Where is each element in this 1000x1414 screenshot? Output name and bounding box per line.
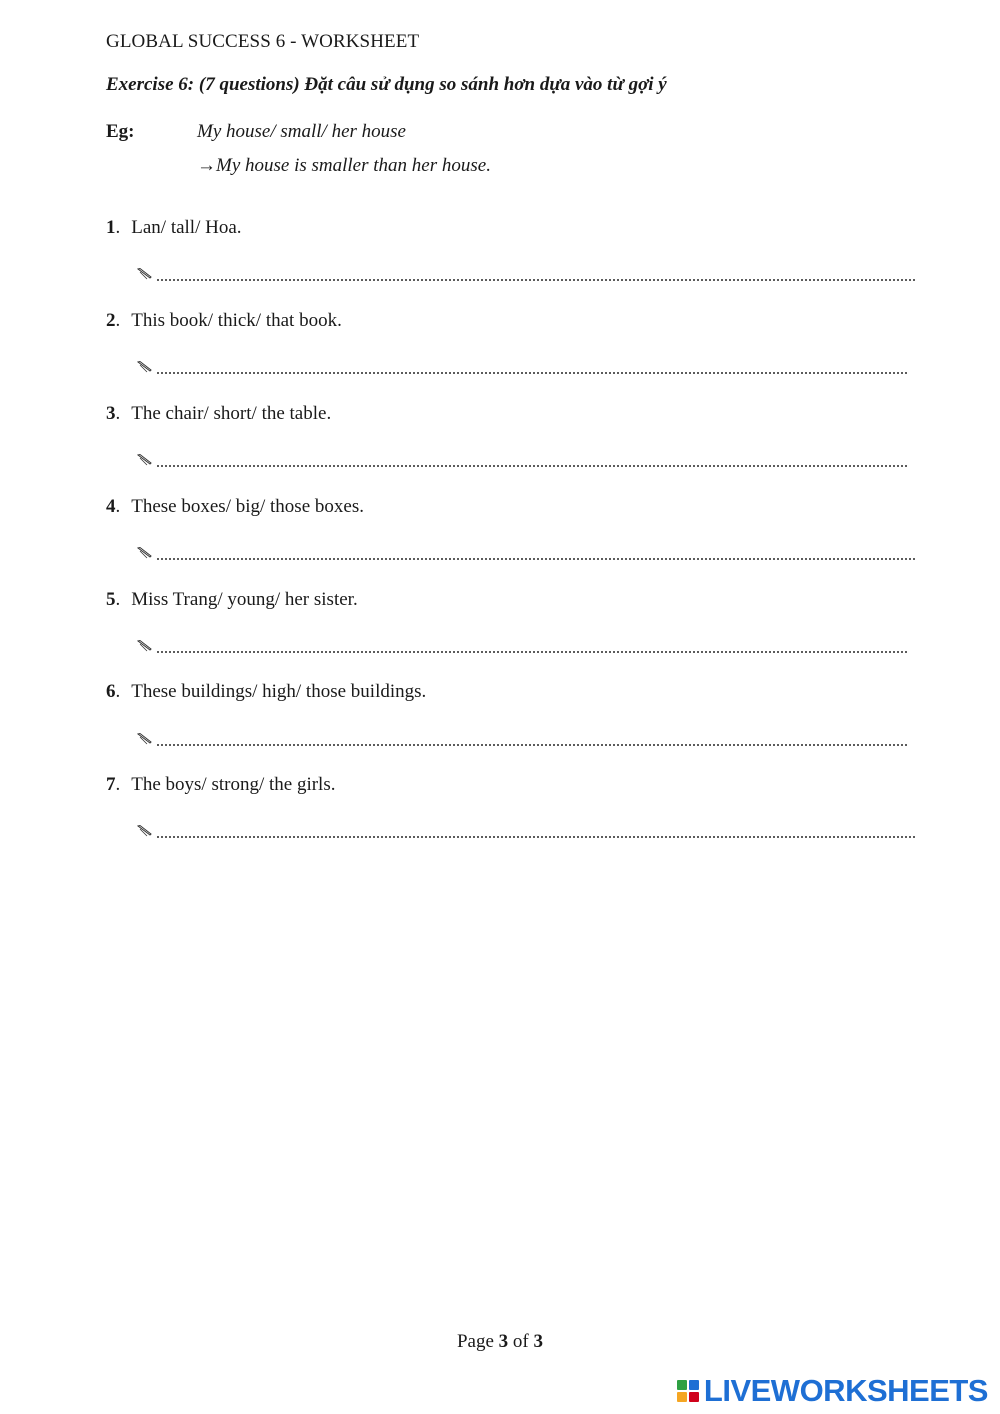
question-number: 4 xyxy=(106,496,116,517)
question-1: 1. Lan/ tall/ Hoa. xyxy=(106,217,242,238)
brand-name: LIVEWORKSHEETS xyxy=(703,1373,988,1408)
question-number: 3 xyxy=(106,403,116,424)
answer-line-2[interactable] xyxy=(137,358,909,378)
answer-line-3[interactable] xyxy=(137,451,909,471)
question-number: 1 xyxy=(106,217,116,238)
pencil-icon xyxy=(137,639,153,653)
answer-line-6[interactable] xyxy=(137,730,909,750)
pencil-icon xyxy=(137,546,153,560)
question-text: The boys/ strong/ the girls. xyxy=(131,774,336,795)
liveworksheets-brand[interactable] xyxy=(676,1373,988,1409)
question-number: 5 xyxy=(106,589,116,610)
page-footer xyxy=(0,1331,1000,1353)
worksheet-header: GLOBAL SUCCESS 6 - WORKSHEET xyxy=(106,31,420,52)
question-text: These boxes/ big/ those boxes. xyxy=(131,496,364,517)
pencil-icon xyxy=(137,732,153,746)
page-middle: of xyxy=(508,1331,534,1352)
question-text: Miss Trang/ young/ her sister. xyxy=(131,589,358,610)
page-current: 3 xyxy=(498,1331,509,1352)
answer-dots xyxy=(156,465,909,467)
question-4: 4. These boxes/ big/ those boxes. xyxy=(106,496,364,517)
question-7: 7. The boys/ strong/ the girls. xyxy=(106,774,336,795)
page-total: 3 xyxy=(533,1331,543,1352)
question-text: The chair/ short/ the table. xyxy=(131,403,332,424)
answer-line-7[interactable] xyxy=(137,822,915,842)
example-answer: →My house is smaller than her house. xyxy=(197,155,491,176)
pencil-icon xyxy=(137,824,153,838)
question-3: 3. The chair/ short/ the table. xyxy=(106,403,332,424)
answer-dots xyxy=(156,836,915,838)
pencil-icon xyxy=(137,360,153,374)
page-prefix: Page xyxy=(456,1331,499,1352)
exercise-title: Exercise 6: (7 questions) Đặt câu sử dụng so sánh hơn dựa vào từ gợi ý xyxy=(106,74,667,95)
question-5: 5. Miss Trang/ young/ her sister. xyxy=(106,589,358,610)
liveworksheets-logo-icon xyxy=(676,1379,700,1403)
question-6: 6. These buildings/ high/ those buildings. xyxy=(106,681,427,702)
example-label: Eg: xyxy=(106,121,135,142)
answer-line-4[interactable] xyxy=(137,544,915,564)
question-text: Lan/ tall/ Hoa. xyxy=(131,217,242,238)
question-2: 2. This book/ thick/ that book. xyxy=(106,310,342,331)
example-prompt: My house/ small/ her house xyxy=(197,121,406,142)
question-number: 2 xyxy=(106,310,116,331)
answer-dots xyxy=(156,372,909,374)
answer-line-1[interactable] xyxy=(137,265,915,285)
answer-dots xyxy=(156,279,915,281)
pencil-icon xyxy=(137,267,153,281)
question-number: 7 xyxy=(106,774,116,795)
question-text: This book/ thick/ that book. xyxy=(131,310,342,331)
pencil-icon xyxy=(137,453,153,467)
question-number: 6 xyxy=(106,681,116,702)
answer-line-5[interactable] xyxy=(137,637,909,657)
answer-dots xyxy=(156,744,909,746)
question-text: These buildings/ high/ those buildings. xyxy=(131,681,427,702)
answer-dots xyxy=(156,558,915,560)
answer-dots xyxy=(156,651,909,653)
